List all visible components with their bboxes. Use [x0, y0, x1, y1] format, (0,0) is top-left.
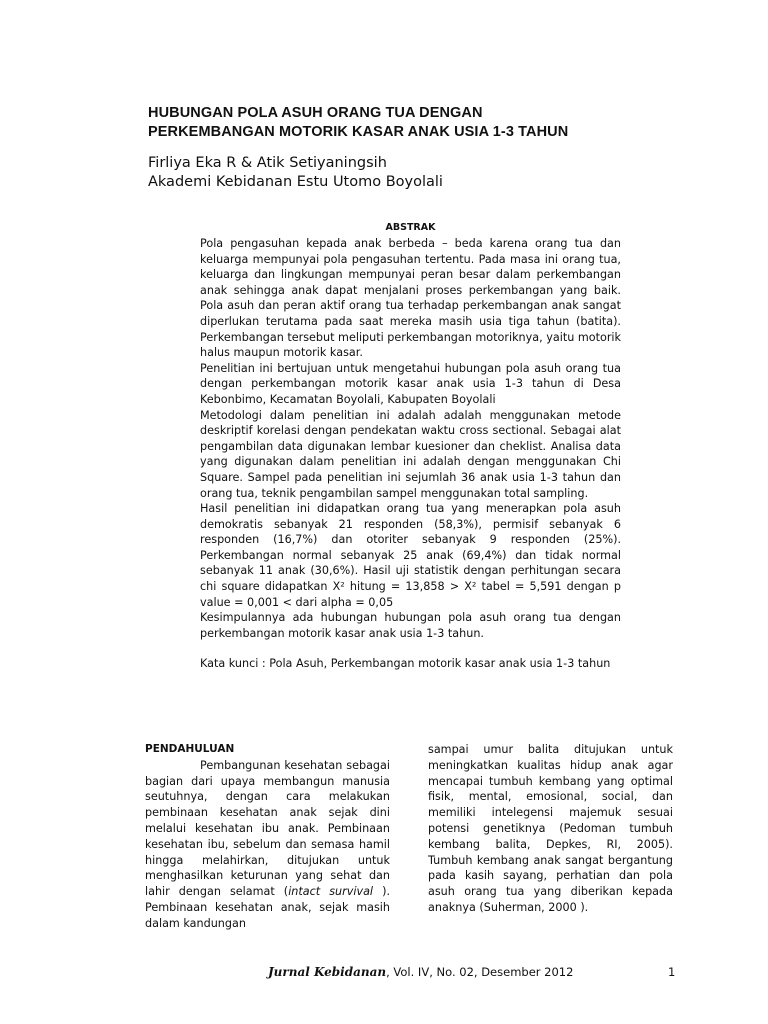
intro-italic-term: intact survival	[288, 885, 374, 899]
paper-title-line-2: PERKEMBANGAN MOTORIK KASAR ANAK USIA 1-3 TAHUN	[148, 124, 569, 140]
abstract-body	[200, 236, 621, 672]
author-names: Firliya Eka R & Atik Setiyaningsih	[148, 155, 387, 171]
section-heading-pendahuluan: PENDAHULUAN	[145, 743, 235, 755]
abstract-paragraph-aim: Penelitian ini bertujuan untuk mengetahui hubungan pola asuh orang tua dengan perkembangan motorik kasar anak usia 1-3 tahun di Desa Kebonbimo, Kecamatan Boyolali, Kabupaten Boyolali	[200, 361, 621, 406]
intro-right-column	[428, 742, 673, 916]
paper-title	[148, 104, 668, 142]
page-number: 1	[668, 965, 676, 979]
abstract-paragraph-conclusion: Kesimpulannya ada hubungan hubungan pola asuh orang tua dengan perkembangan motorik kasar anak usia 1-3 tahun.	[200, 611, 621, 640]
intro-text-part-2: ). Pembinaan kesehatan anak, sejak masih dalam kandungan	[145, 885, 391, 930]
abstract-paragraph-background: Pola pengasuhan kepada anak berbeda – beda karena orang tua dan keluarga mempunyai pola pengasuhan tertentu. Pada masa ini orang tua, keluarga dan lingkungan mempunyai peran besar dalam perkembangan anak sehingga anak dapat menjalani proses perkembangan yang baik. Pola asuh dan peran aktif orang tua terhadap perkembangan anak sangat diperlukan terutama pada saat mereka masih usia tiga tahun (batita). Perkembangan tersebut meliputi perkembangan motoriknya, yaitu motorik halus maupun motorik kasar.	[200, 237, 622, 360]
paper-title-line-1: HUBUNGAN POLA ASUH ORANG TUA DENGAN	[148, 105, 483, 121]
abstract-heading: ABSTRAK	[385, 222, 436, 233]
journal-name: Jurnal Kebidanan	[268, 965, 387, 979]
journal-issue: , Vol. IV, No. 02, Desember 2012	[386, 965, 574, 979]
abstract-paragraph-method: Metodologi dalam penelitian ini adalah adalah menggunakan metode deskriptif korelasi dengan pendekatan waktu cross sectional. Sebagai alat pengambilan data digunakan lembar kuesioner dan cheklist. Analisa data yang digunakan dalam penelitian ini adalah dengan menggunakan Chi Square. Sampel pada penelitian ini sejumlah 36 anak usia 1-3 tahun dan orang tua, teknik pengambilan sampel menggunakan total sampling.	[200, 408, 621, 500]
author-affiliation: Akademi Kebidanan Estu Utomo Boyolali	[148, 174, 443, 190]
abstract-paragraph-results: Hasil penelitian ini didapatkan orang tua yang menerapkan pola asuh demokratis sebanyak 21 responden (58,3%), permisif sebanyak 6 responden (16,7%) dan otoriter sebanyak 9 responden (25%). Perkembangan normal sebanyak 25 anak (69,4%) dan tidak normal sebanyak 11 anak (30,6%). Hasil uji statistik dengan perhitungan secara chi square didapatkan X² hitung = 13,858 > X² tabel = 5,591 dengan p value = 0,001 < dari alpha = 0,05	[200, 502, 621, 609]
abstract-keywords: Kata kunci : Pola Asuh, Perkembangan motorik kasar anak usia 1-3 tahun	[200, 657, 611, 671]
intro-left-column	[145, 742, 390, 932]
intro-paragraph-right: sampai umur balita ditujukan untuk meningkatkan kualitas hidup anak agar mencapai tumbuh kembang yang optimal fisik, mental, emosional, social, dan memiliki intelegensi majemuk sesuai potensi genetiknya (Pedoman tumbuh kembang balita, Depkes, RI, 2005). Tumbuh kembang anak sangat bergantung pada kasih sayang, perhatian dan pola asuh orang tua yang diberikan kepada anaknya (Suherman, 2000 ).	[428, 743, 673, 914]
journal-citation	[268, 965, 573, 979]
intro-paragraph-left	[145, 758, 390, 932]
intro-text-part-1: Pembangunan kesehatan sebagai bagian dari upaya membangun manusia seutuhnya, dengan cara melakukan pembinaan kesehatan anak sejak dini melalui kesehatan ibu anak. Pembinaan kesehatan ibu, sebelum dan semasa hamil hingga melahirkan, ditujukan untuk menghasilkan keturunan yang sehat dan lahir dengan selamat (	[145, 758, 390, 899]
author-block	[148, 154, 648, 192]
